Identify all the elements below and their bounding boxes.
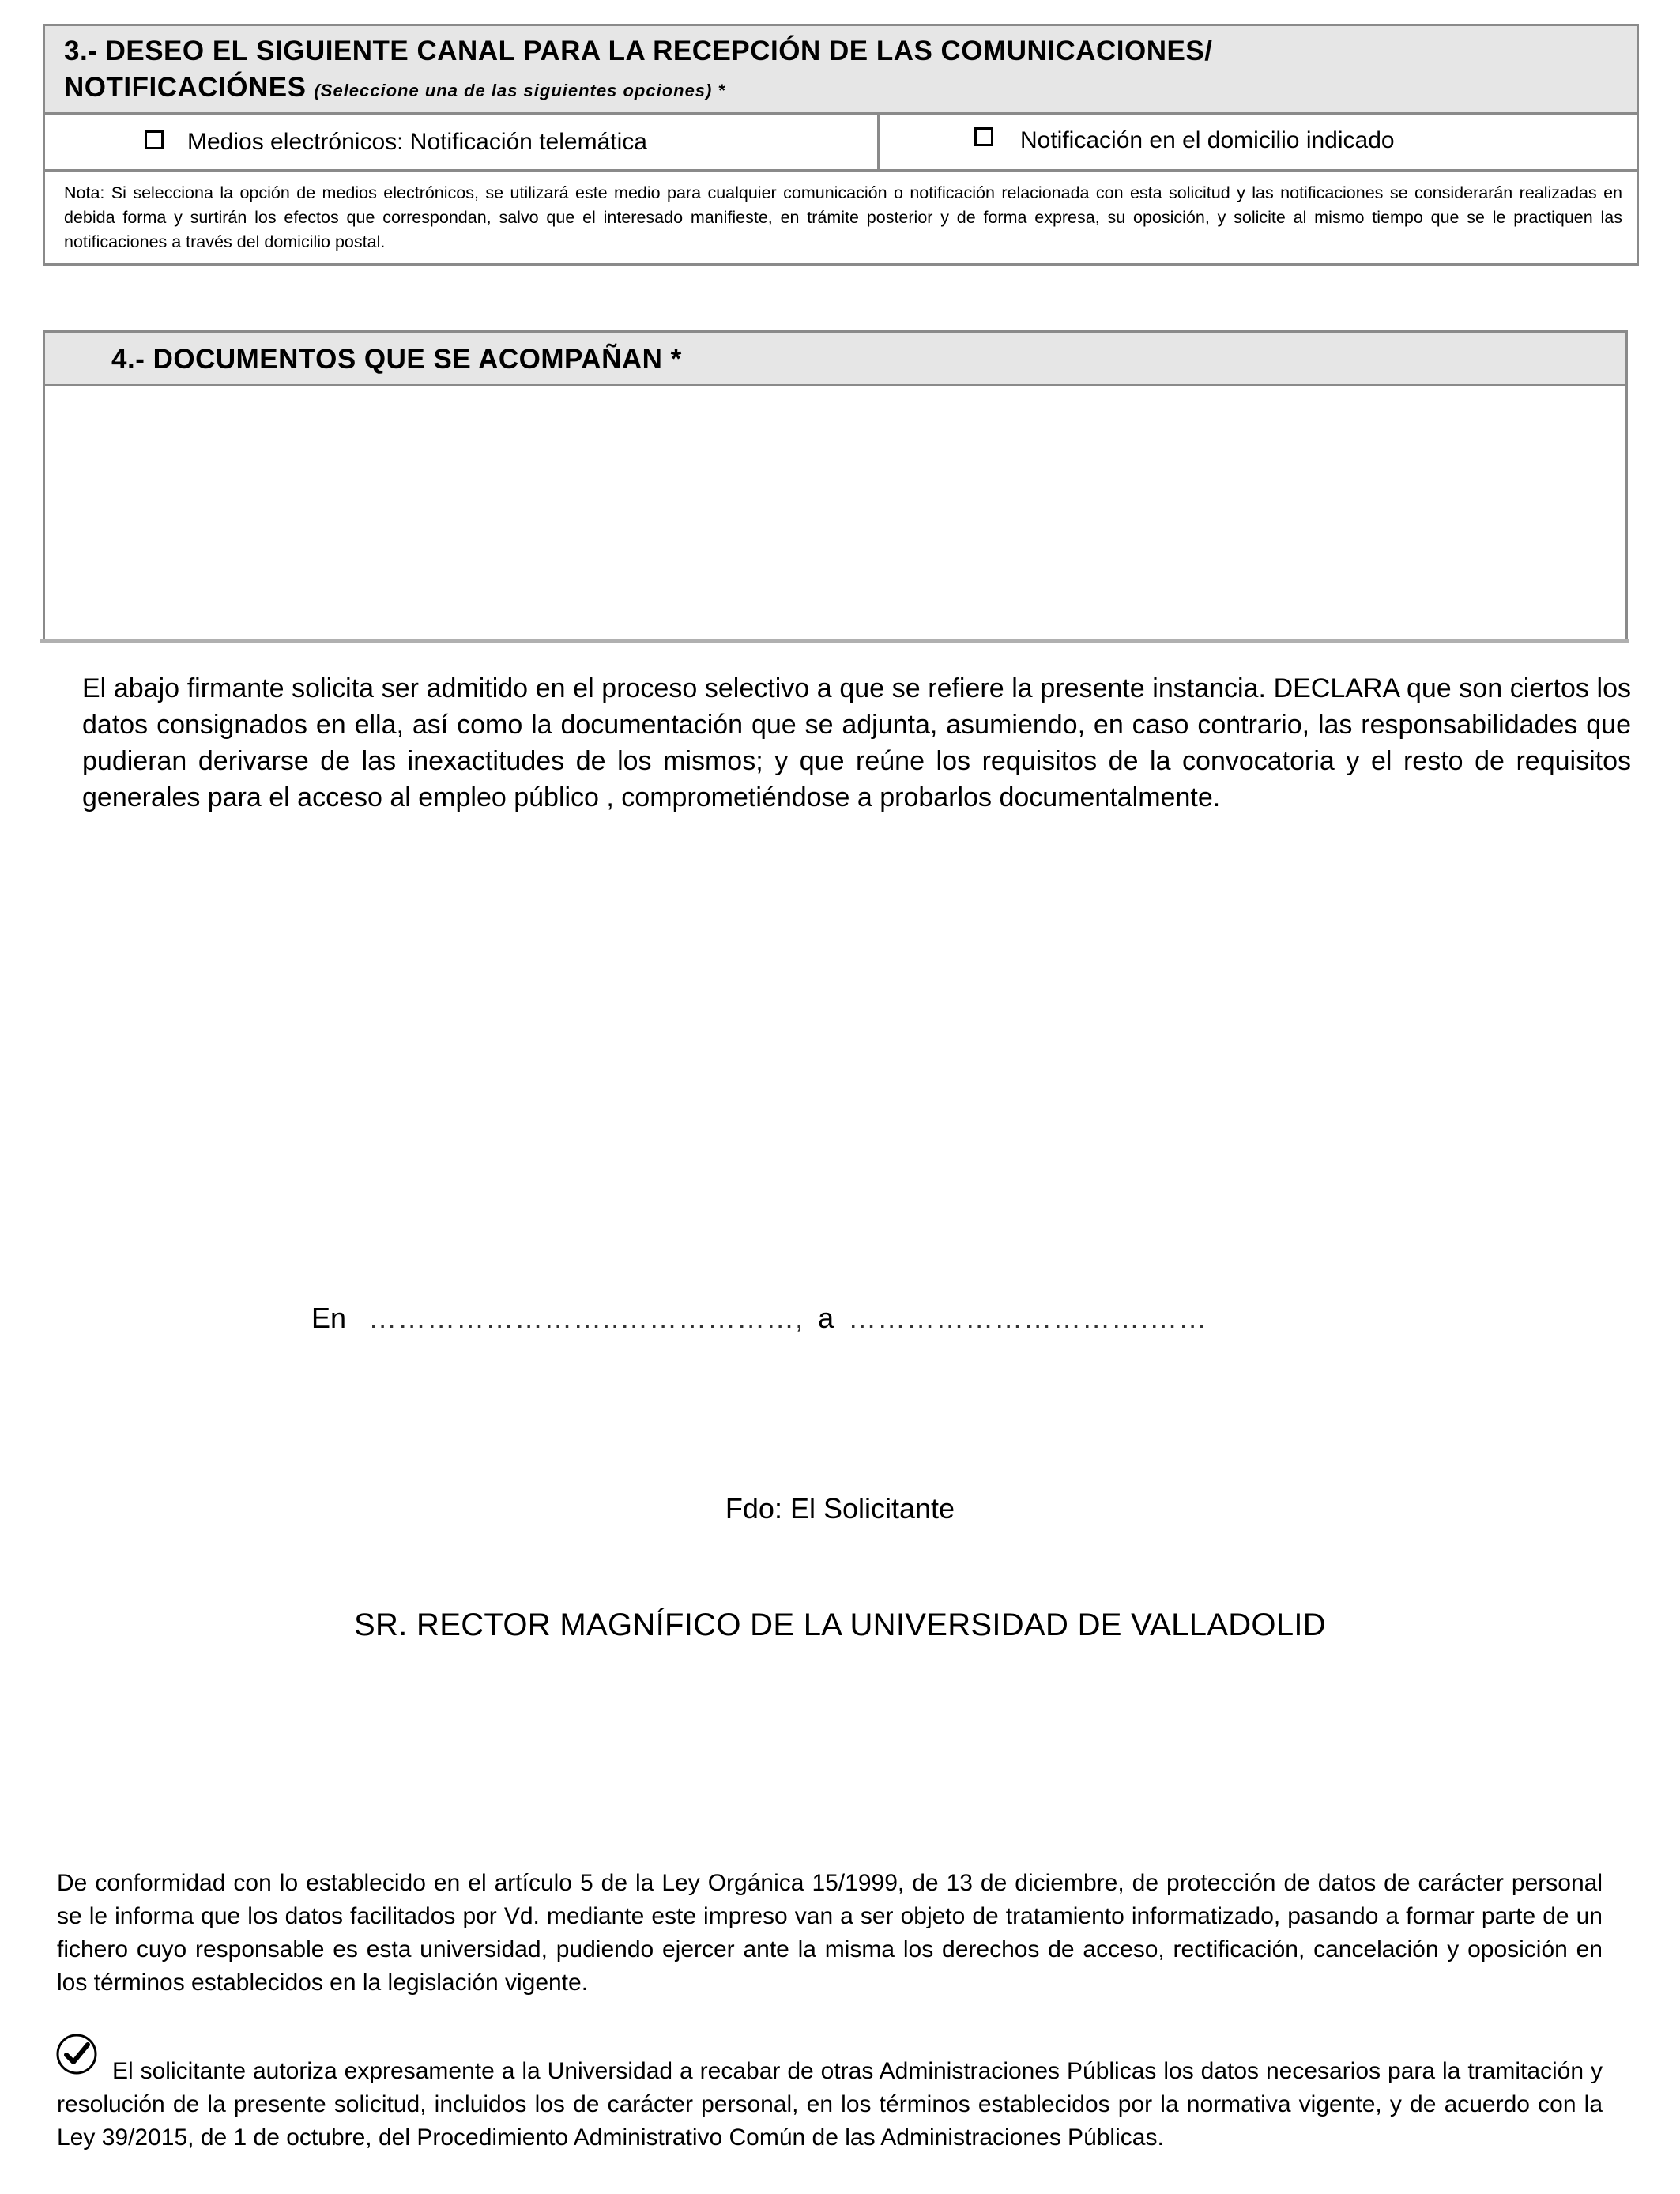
notification-note: Nota: Si selecciona la opción de medios electrónicos, se utilizará este medio para cualquier comunicación o notificación relacionada con esta solicitud y las notificaciones se considerarán realizadas en debida forma y surtirán los efectos que correspondan, salvo que el interesado manifieste, en trámite posterior y de forma expresa, su oposición, y solicite al mismo tiempo que se le practiquen las notificaciones a través del domicilio postal. (64, 183, 1622, 251)
electronic-notification-label: Medios electrónicos: Notificación telemática (187, 129, 647, 155)
section-3-subtitle: (Seleccione una de las siguientes opciones) * (314, 81, 726, 100)
section-4-attached-documents (43, 330, 1628, 642)
date-field[interactable]: ………………………….…… (848, 1302, 1208, 1334)
privacy-notice: De conformidad con lo establecido en el artículo 5 de la Ley Orgánica 15/1999, de 13 de diciembre, de protección de datos de carácter personal se le informa que los datos facilitados por Vd. mediante este impreso van a ser objeto de tratamiento informatizado, pasando a formar parte de un fichero cuyo responsable es esta universidad, pudiendo ejercer ante la misma los derechos de acceso, rectificación, cancelación y oposición en los términos establecidos en la legislación vigente. (57, 1870, 1603, 1996)
section-3-notification-channel (43, 24, 1639, 266)
addressee: SR. RECTOR MAGNÍFICO DE LA UNIVERSIDAD DE VALLADOLID (354, 1608, 1326, 1642)
postal-notification-label: Notificación en el domicilio indicado (1020, 127, 1395, 153)
electronic-notification-checkbox[interactable] (145, 130, 164, 149)
place-field[interactable]: ……………………..………………, (368, 1302, 804, 1334)
notification-options-row (45, 115, 1637, 172)
place-date-line (311, 1302, 1207, 1335)
section-3-header (45, 26, 1637, 115)
section-3-title-line2 (64, 72, 725, 104)
date-prefix: a (818, 1302, 834, 1334)
declaration-text: El abajo firmante solicita ser admitido en el proceso selectivo a que se refiere la presente instancia. DECLARA que son ciertos los datos consignados en ella, así como la documentación que se adjunta, asumiendo, en caso contrario, las responsabilidades que pudieran derivarse de las inexactitudes de los mismos; y que reúne los requisitos de la convocatoria y el resto de requisitos generales para el acceso al empleo público , comprometiéndose a probarlos documentalmente. (82, 673, 1631, 812)
authorization-text: El solicitante autoriza expresamente a la Universidad a recabar de otras Administraciones Públicas los datos necesarios para la tramitación y resolución de la presente solicitud, incluidos los de carácter personal, en los términos establecidos por la normativa vigente, y de acuerdo con la Ley 39/2015, de 1 de octubre, del Procedimiento Administrativo Común de las Administraciones Públicas. (57, 2058, 1603, 2151)
signature-label: Fdo: El Solicitante (725, 1492, 955, 1525)
attached-documents-field[interactable] (45, 386, 1625, 639)
section-4-header (45, 333, 1625, 386)
section-3-title-word: NOTIFICACIÓNES (64, 72, 307, 103)
place-prefix: En (311, 1302, 347, 1334)
options-divider (877, 115, 880, 169)
section-4-bottom-rule (40, 639, 1629, 643)
section-3-title-line1: 3.- DESEO EL SIGUIENTE CANAL PARA LA RECEPCIÓN DE LAS COMUNICACIONES/ (64, 36, 1213, 66)
postal-notification-checkbox[interactable] (974, 127, 993, 146)
section-4-title: 4.- DOCUMENTOS QUE SE ACOMPAÑAN * (111, 344, 682, 375)
